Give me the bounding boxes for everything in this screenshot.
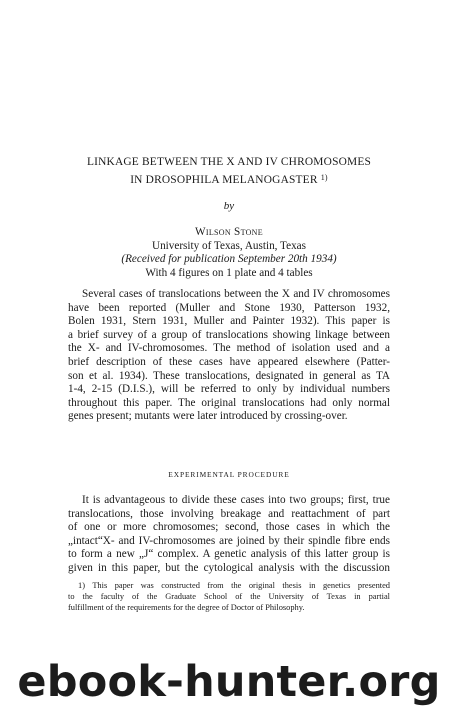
paragraph-line: throughout this paper. The original translocations had only normal [68,396,390,409]
paragraph-line: given in this paper, but the cytological analysis with the discussion [68,561,390,574]
figures-note: With 4 figures on 1 plate and 4 tables [145,266,313,279]
paragraph-line: genes present; mutants were later introduced by crossing-over. [68,410,348,423]
paragraph-line: Several cases of translocations between the X and IV chromosomes [82,288,390,300]
author-block [60,226,398,280]
paragraph-line: Bolen 1931, Stern 1931, Muller and Painter 1932). This paper is [68,315,390,328]
paragraph-line: a brief survey of a group of translocations showing linkage between [68,328,390,341]
byline: by [223,200,235,212]
footnote-line: to the faculty of the Graduate School of the University of Texas in partial [68,592,390,601]
paragraph-line: brief description of these cases have appeared elsewhere (Patter- [68,355,390,368]
title-line-2 [40,170,418,188]
footnote [68,580,390,613]
author-name: Wilson Stone [195,226,263,238]
paragraph-line: to form a new „J“ complex. A genetic analysis of this latter group is [68,548,390,561]
paragraph-line: 1-4, 2-15 (D.I.S.), will be referred to only by individual numbers [68,383,390,396]
paragraph-line: have been reported (Muller and Stone 1930, Patterson 1932, [68,301,390,314]
paper-title [40,154,418,188]
paragraph-line: of one or more chromosomes; second, those cases in which the [68,521,390,534]
paragraph-line: It is advantageous to divide these cases into two groups; first, true [82,494,390,506]
paragraph-line: the X- and IV-chromosomes. The method of isolation used and a [68,342,390,355]
intro-paragraph [68,288,390,424]
title-line-1: LINKAGE BETWEEN THE X AND IV CHROMOSOMES [86,156,372,168]
title-line-2-text: IN DROSOPHILA MELANOGASTER [130,174,318,186]
section-heading: EXPERIMENTAL PROCEDURE [168,470,290,479]
procedure-paragraph [68,494,390,576]
received-date: (Received for publication September 20th 1934) [121,253,337,265]
title-footnote-mark: 1) [320,173,328,182]
watermark: ebook-hunter.org [17,657,441,707]
paragraph-line: „intact“X- and IV-chromosomes are joined by their spindle fibre ends [68,534,390,547]
footnote-line: 1) This paper was constructed from the original thesis in genetics presented [78,581,390,590]
paragraph-line: son et al. 1934). These translocations, designated in general as TA [68,369,390,382]
author-affiliation: University of Texas, Austin, Texas [151,239,306,252]
paragraph-line: translocations, those involving breakage and reattachment of part [68,507,390,520]
footnote-line: fulfillment of the requirements for the degree of Doctor of Philosophy. [68,603,305,612]
